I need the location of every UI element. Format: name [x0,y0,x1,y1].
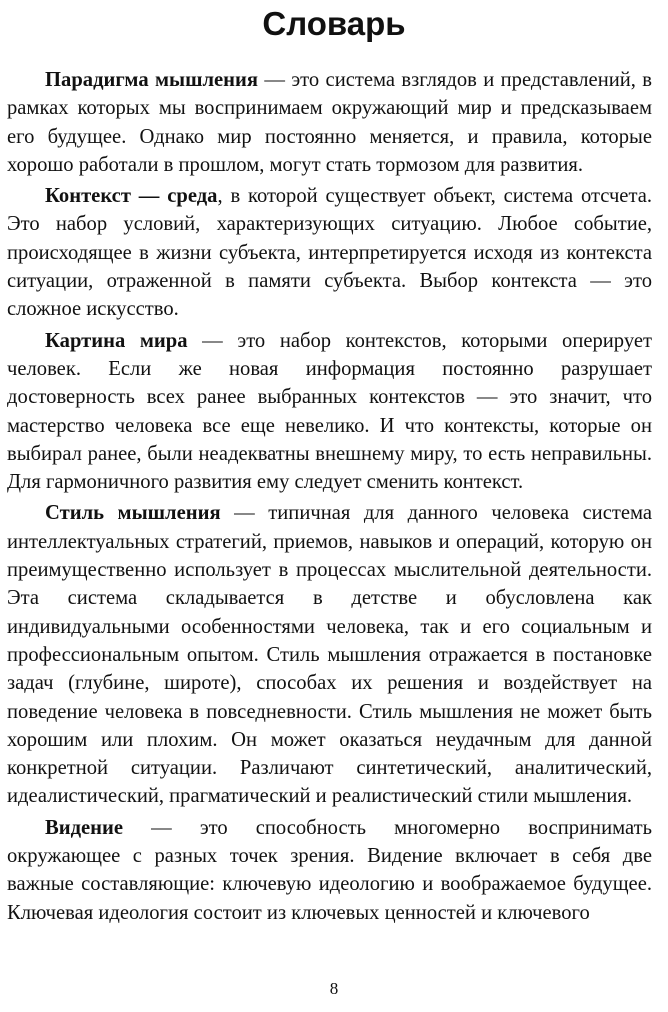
glossary-content [7,66,652,930]
entry-term: Видение [45,816,124,839]
entry-term: Стиль мышления [45,502,221,525]
entry-definition: — это система взглядов и представлений, в рамках которых мы воспринимаем окружающий мир и предсказываем его будущее. Однако мир постоянно меняется, и правила, которые хорошо работали в прошлом, могут стать тормозом для развития. [7,69,652,176]
page-title: Словарь [262,5,406,42]
page-number: 8 [329,979,339,998]
entry-term: Картина мира [45,329,188,352]
glossary-entry-context [7,182,652,323]
glossary-entry-thinking-style [7,499,652,810]
entry-term: Контекст — среда [45,185,218,208]
entry-definition: — это способность многомерно воспринимать окружающее с разных точек зрения. Видение включает в себя две важные составляющие: ключевую идеологию и воображаемое будущее. Ключевая идеология состоит из ключевых ценностей и ключевого [7,816,652,924]
entry-term: Парадигма мышления [45,69,259,91]
entry-definition: — типичная для данного человека система интеллектуальных стратегий, приемов, навыков и операций, которую он преимущественно использует в процессах мыслительной деятельности. Эта система складывается в детстве и обусловлена как индивидуальными особенностями человека, так и его социальным и профессиональным опытом. Стиль мышления отражается в постановке задач (глубине, широте), способах их решения и воздействует на поведение человека в повседневности. Стиль мышления не может быть хорошим или плохим. Он может оказаться неудачным для данной конкретной ситуации. Различают синтетический, аналитический, идеалистический, прагматический и реалистический стили мышления. [7,502,653,808]
glossary-entry-world-picture [7,327,652,497]
glossary-entry-vision [7,814,652,927]
glossary-entry-thinking-paradigm [7,66,652,179]
entry-definition: — это набор контекстов, которыми оперирует человек. Если же новая информация постоянно разрушает достоверность всех ранее выбранных контекстов — это значит, что мастерство человека все еще невелико. И что контексты, которые он выбирал ранее, были неадекватны внешнему миру, то есть неправильны. Для гармоничного развития ему следует сменить контекст. [7,329,652,494]
entry-definition: , в которой существует объект, система отсчета. Это набор условий, характеризующих ситуацию. Любое событие, происходящее в жизни субъекта, интерпретируется исходя из контекста ситуации, отраженной в памяти субъекта. Выбор контекста — это сложное искусство. [7,185,652,321]
